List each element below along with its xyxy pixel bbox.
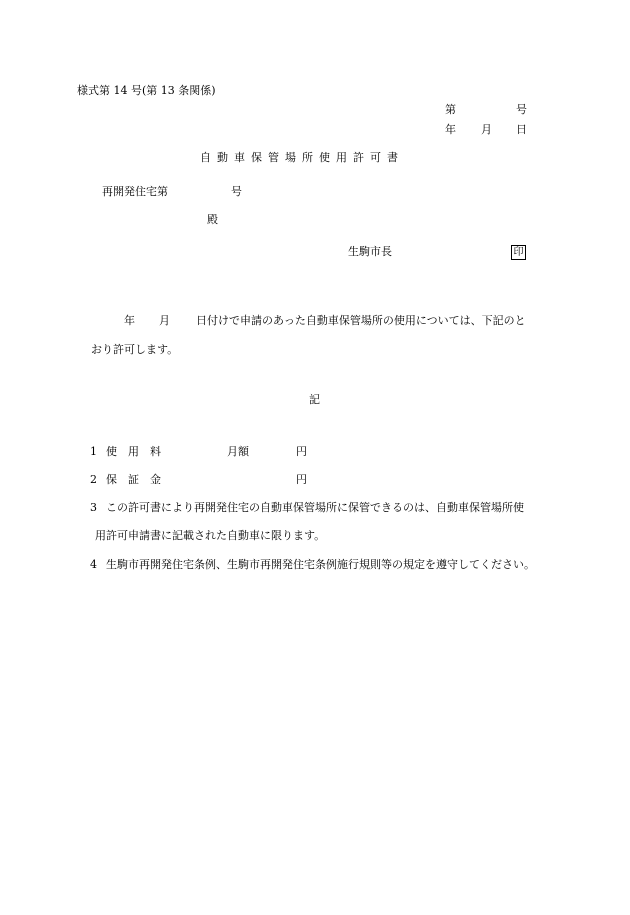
item-3-number: 3 [90,501,97,514]
body-year: 年 [124,314,135,327]
item-1-number: 1 [90,445,97,458]
number-prefix: 第 [445,103,456,116]
body-line-1: 日付けで申請のあった自動車保管場所の使用については、下記のと [196,314,526,327]
item-3-line-2: 用許可申請書に記載された自動車に限ります。 [95,529,326,542]
date-month: 月 [481,123,492,136]
item-1-unit: 円 [296,445,307,458]
body-month: 月 [159,314,170,327]
body-line-2: おり許可します。 [91,343,179,356]
date-day: 日 [516,123,527,136]
item-4-number: 4 [90,558,97,571]
ki-heading: 記 [309,393,320,406]
item-2-label: 保 証 金 [106,473,161,486]
item-2-unit: 円 [296,473,307,486]
date-year: 年 [445,123,456,136]
honorific: 殿 [207,213,218,226]
document-title: 自動車保管場所使用許可書 [200,151,404,164]
issuer-name: 生駒市長 [348,245,392,258]
number-suffix: 号 [516,103,527,116]
item-1-sub: 月額 [227,445,249,458]
housing-label: 再開発住宅第 [102,185,168,198]
item-4-text: 生駒市再開発住宅条例、生駒市再開発住宅条例施行規則等の規定を遵守してください。 [106,558,535,571]
item-2-number: 2 [90,473,97,486]
item-3-line-1: この許可書により再開発住宅の自動車保管場所に保管できるのは、自動車保管場所使 [106,501,524,514]
housing-suffix: 号 [231,185,242,198]
seal-mark: 印 [511,245,526,260]
form-reference: 様式第 14 号(第 13 条関係) [77,84,216,97]
item-1-label: 使 用 料 [106,445,161,458]
